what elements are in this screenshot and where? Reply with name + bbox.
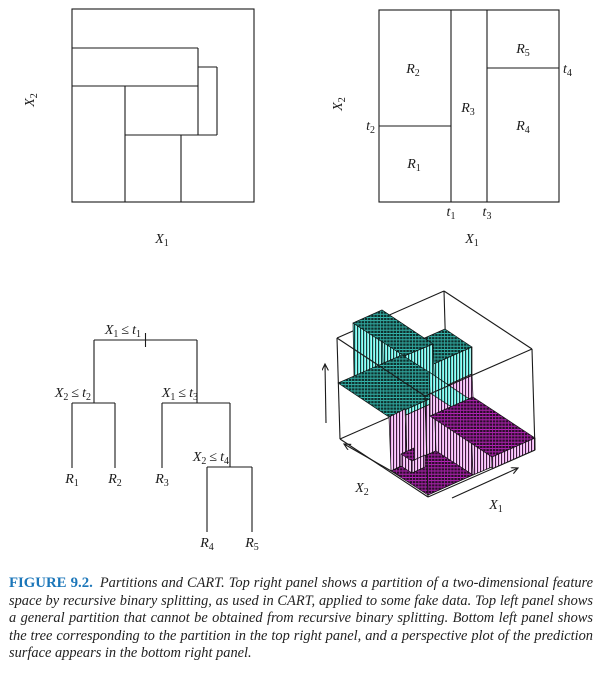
tree-panel — [0, 290, 310, 590]
tree-leaf-r5: $R_5$ — [245, 536, 259, 553]
region-label-r2: $R_2$ — [406, 62, 420, 79]
region-label-r1: $R_1$ — [407, 157, 421, 174]
y-axis-label: $X_2$ — [23, 93, 40, 107]
x2-axis-label: $X_2$ — [355, 481, 369, 498]
tree-node-split-3: $X_1 \le t_3$ — [161, 386, 198, 403]
perspective-surface-panel — [300, 285, 601, 545]
x-axis-label: $X_1$ — [465, 232, 479, 249]
x1-axis-label: $X_1$ — [489, 498, 503, 515]
caption-text: Partitions and CART. Top right panel shows a partition of a two-dimensional feature space by recursive binary splitting, as used in CART, applied to some fake data. Top left panel shows a general partition that cannot be obtained from recursive binary splitting. Bottom left panel shows the tree corresponding to the partition in the top right panel, and a perspective plot of the prediction surface appears in the bottom right panel. — [9, 575, 593, 662]
tree-node-split-4: $X_2 \le t_4$ — [192, 450, 229, 467]
threshold-label-t1: $t_1$ — [446, 205, 456, 222]
figure-caption — [9, 575, 593, 663]
threshold-label-t3: $t_3$ — [482, 205, 492, 222]
figure-number-label: FIGURE 9.2. — [9, 575, 93, 591]
region-label-r4: $R_4$ — [516, 119, 530, 136]
region-label-r5: $R_5$ — [516, 42, 530, 59]
threshold-label-t4: $t_4$ — [563, 62, 572, 79]
y-axis-label: $X_2$ — [331, 97, 348, 111]
tree-leaf-r2: $R_2$ — [108, 472, 122, 489]
prediction-surface — [338, 310, 535, 495]
tree-leaf-r4: $R_4$ — [200, 536, 214, 553]
tree-leaf-r1: $R_1$ — [65, 472, 79, 489]
region-label-r3: $R_3$ — [461, 101, 475, 118]
x-axis-label: $X_1$ — [155, 232, 169, 249]
z-axis-arrow — [325, 364, 326, 423]
general-partition-panel — [0, 0, 300, 258]
cart-partition-panel — [300, 0, 601, 258]
tree-node-split-1: $X_1 \le t_1$ — [104, 323, 141, 340]
tree-leaf-r3: $R_3$ — [155, 472, 169, 489]
tree-node-split-2: $X_2 \le t_2$ — [54, 386, 91, 403]
threshold-label-t2: $t_2$ — [366, 119, 375, 136]
partition-outer-box — [72, 9, 254, 202]
